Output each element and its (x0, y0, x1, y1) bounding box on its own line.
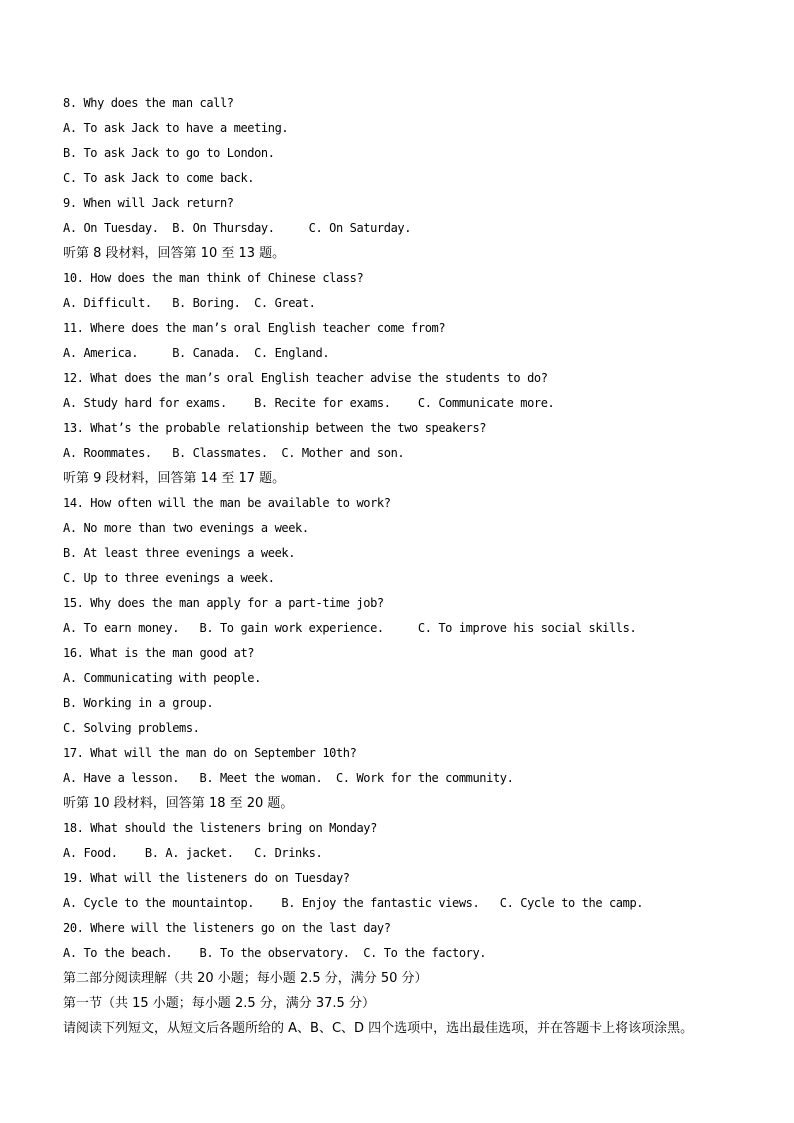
question-line: 13. What’s the probable relationship between the two speakers? (63, 421, 487, 435)
option-line: A. Cycle to the mountaintop. B. Enjoy the fantastic views. C. Cycle to the camp. (63, 896, 644, 910)
option-line: A. Roommates. B. Classmates. C. Mother and son. (63, 446, 405, 460)
question-line: 20. Where will the listeners go on the last day? (63, 921, 391, 935)
option-line: A. To earn money. B. To gain work experience. C. To improve his social skills. (63, 621, 637, 635)
section-heading: 听第 8 段材料，回答第 10 至 13 题。 (63, 246, 286, 261)
question-line: 9. When will Jack return? (63, 196, 234, 210)
section-heading: 听第 9 段材料，回答第 14 至 17 题。 (63, 471, 286, 486)
option-line: A. No more than two evenings a week. (63, 521, 309, 535)
question-line: 18. What should the listeners bring on Monday? (63, 821, 377, 835)
option-line: A. Difficult. B. Boring. C. Great. (63, 296, 316, 310)
option-line: C. Solving problems. (63, 721, 200, 735)
option-line: A. On Tuesday. B. On Thursday. C. On Saturday. (63, 221, 412, 235)
option-line: A. To ask Jack to have a meeting. (63, 121, 289, 135)
section-heading: 请阅读下列短文，从短文后各题所给的 A、B、C、D 四个选项中，选出最佳选项，并在答题卡上将该项涂黑。 (63, 1021, 694, 1036)
question-line: 16. What is the man good at? (63, 646, 255, 660)
question-line: 17. What will the man do on September 10th? (63, 746, 357, 760)
option-line: B. To ask Jack to go to London. (63, 146, 275, 160)
option-line: A. Study hard for exams. B. Recite for exams. C. Communicate more. (63, 396, 555, 410)
option-line: A. America. B. Canada. C. England. (63, 346, 330, 360)
question-line: 11. Where does the man’s oral English teacher come from? (63, 321, 446, 335)
option-line: A. To the beach. B. To the observatory. C. To the factory. (63, 946, 487, 960)
section-heading: 第一节（共 15 小题；每小题 2.5 分，满分 37.5 分） (63, 996, 375, 1011)
option-line: A. Food. B. A. jacket. C. Drinks. (63, 846, 323, 860)
option-line: B. At least three evenings a week. (63, 546, 296, 560)
option-line: A. Have a lesson. B. Meet the woman. C. Work for the community. (63, 771, 514, 785)
section-heading: 第二部分阅读理解（共 20 小题；每小题 2.5 分，满分 50 分） (63, 971, 428, 986)
option-line: C. Up to three evenings a week. (63, 571, 275, 585)
section-heading: 听第 10 段材料，回答第 18 至 20 题。 (63, 796, 294, 811)
question-line: 14. How often will the man be available to work? (63, 496, 391, 510)
option-line: A. Communicating with people. (63, 671, 261, 685)
question-line: 10. How does the man think of Chinese class? (63, 271, 364, 285)
question-line: 8. Why does the man call? (63, 96, 234, 110)
question-line: 15. Why does the man apply for a part-time job? (63, 596, 384, 610)
option-line: C. To ask Jack to come back. (63, 171, 255, 185)
question-line: 12. What does the man’s oral English teacher advise the students to do? (63, 371, 548, 385)
exam-page (63, 91, 763, 1041)
question-line: 19. What will the listeners do on Tuesday? (63, 871, 350, 885)
option-line: B. Working in a group. (63, 696, 214, 710)
